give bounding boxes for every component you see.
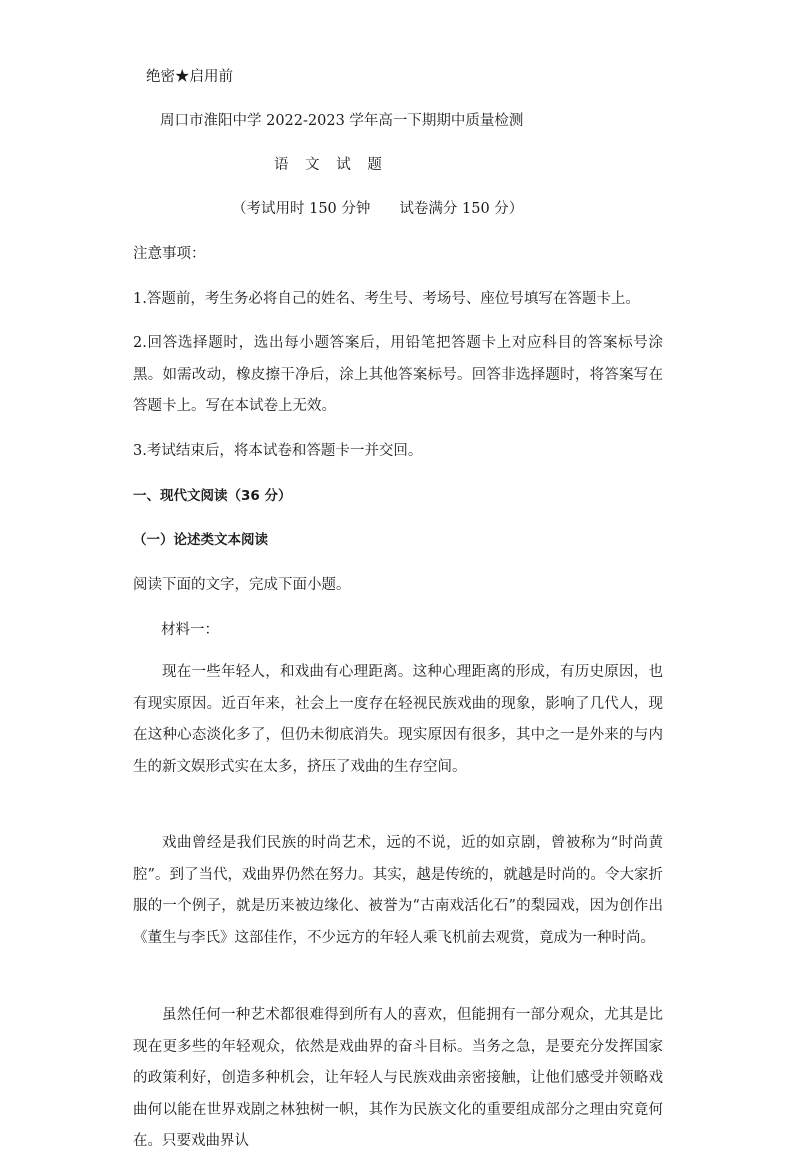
notes-heading: 注意事项： xyxy=(133,246,206,262)
section-heading: 一、现代文阅读（36 分） xyxy=(133,488,292,504)
sub-section-heading: （一）论述类文本阅读 xyxy=(133,532,268,548)
exam-info: （考试用时 150 分钟 试卷满分 150 分） xyxy=(232,201,524,217)
exam-title: 周口市淮阳中学 2022-2023 学年高一下期期中质量检测 xyxy=(160,113,524,129)
subject-title: 语 文 试 题 xyxy=(274,157,388,173)
confidential-label: 绝密★启用前 xyxy=(146,69,233,85)
paragraph-2: 戏曲曾经是我们民族的时尚艺术，远的不说，近的如京剧，曾被称为“时尚黄腔”。到了当代，戏曲界仍然在努力。其实，越是传统的，就越是时尚的。令大家折服的一个例子，就是历来被边缘化、被誉为“古南戏活化石”的梨园戏，因为创作出《董生与李氏》这部佳作，不少远方的年轻人乘飞机前去观赏，竟成为一种时尚。 xyxy=(133,835,663,946)
notes-item-3: 3.考试结束后，将本试卷和答题卡一并交回。 xyxy=(133,443,423,459)
paragraph-3: 虽然任何一种艺术都很难得到所有人的喜欢，但能拥有一部分观众，尤其是比现在更多些的年轻观众，依然是戏曲界的奋斗目标。当务之急，是要充分发挥国家的政策利好，创造多种机会，让年轻人与民族戏曲亲密接触，让他们感受并领略戏曲何以能在世界戏剧之林独树一帜，其作为民族文化的重要组成部分之理由究竟何在。只要戏曲界认 xyxy=(133,1007,663,1149)
paragraph-1: 现在一些年轻人，和戏曲有心理距离。这种心理距离的形成，有历史原因，也有现实原因。近百年来，社会上一度存在轻视民族戏曲的现象，影响了几代人，现在这种心态淡化多了，但仍未彻底消失。现实原因有很多，其中之一是外来的与内生的新文娱形式实在太多，挤压了戏曲的生存空间。 xyxy=(133,664,663,775)
reading-instruction: 阅读下面的文字，完成下面小题。 xyxy=(133,577,351,593)
material-label: 材料一： xyxy=(161,622,219,638)
notes-item-1: 1.答题前，考生务必将自己的姓名、考生号、考场号、座位号填写在答题卡上。 xyxy=(133,291,640,307)
notes-item-2: 2.回答选择题时，选出每小题答案后，用铅笔把答题卡上对应科目的答案标号涂黑。如需改动，橡皮擦干净后，涂上其他答案标号。回答非选择题时，将答案写在答题卡上。写在本试卷上无效。 xyxy=(133,335,663,414)
